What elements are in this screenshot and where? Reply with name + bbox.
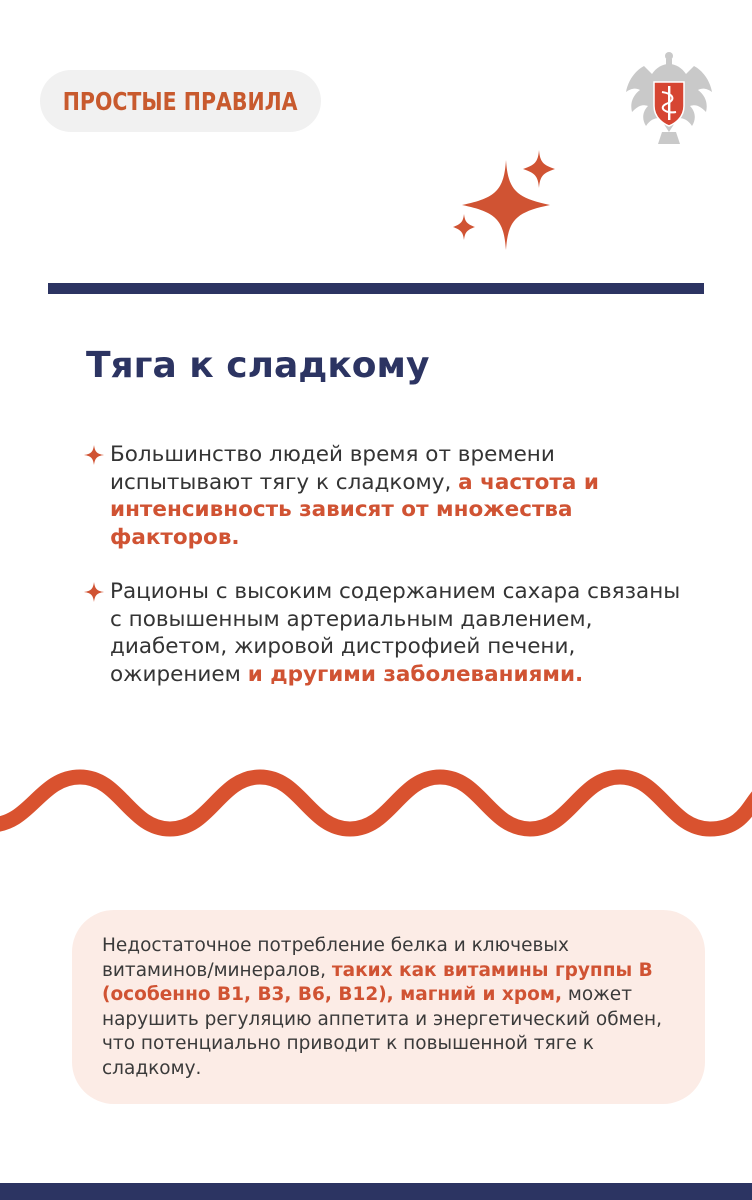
bullet-highlight: а частота и интенсивность зависят от множества факторов. [110,469,599,550]
divider-rule [48,283,704,294]
sparkle-stars-icon [448,150,563,255]
bullet-item-2 [84,578,684,688]
note-highlight: таких как витамины группы B (особенно B1, B3, B6, B12), магний и хром, [102,959,653,1005]
decorative-wave [0,765,752,845]
note-text: Недостаточное потребление белка и ключевых витаминов/минералов, таких как витамины группы B (особенно B1, B3, B6, B12), магний и хром, может нарушить регуляцию аппетита и энергетический обмен, что потенциально приводит к повышенной тяге к сладкому. [102,935,662,1079]
footer-bar [0,1183,752,1200]
page-title: Тяга к сладкому [86,345,430,386]
ministry-of-health-emblem-icon [622,48,716,148]
bullet-item-1 [84,441,684,551]
bullet-text: Большинство людей время от времени испытывают тягу к сладкому, а частота и интенсивность зависят от множества факторов. [110,442,599,550]
plus-bullet-icon [84,582,104,602]
header-badge [40,70,321,132]
plus-bullet-icon [84,445,104,465]
info-note-box [72,910,705,1104]
badge-label: ПРОСТЫЕ ПРАВИЛА [63,86,298,116]
bullet-text: Рационы с высоким содержанием сахара связаны с повышенным артериальным давлением, диабетом, жировой дистрофией печени, ожирением и другими заболеваниями. [110,579,681,687]
bullet-highlight: и другими заболеваниями. [247,661,584,687]
